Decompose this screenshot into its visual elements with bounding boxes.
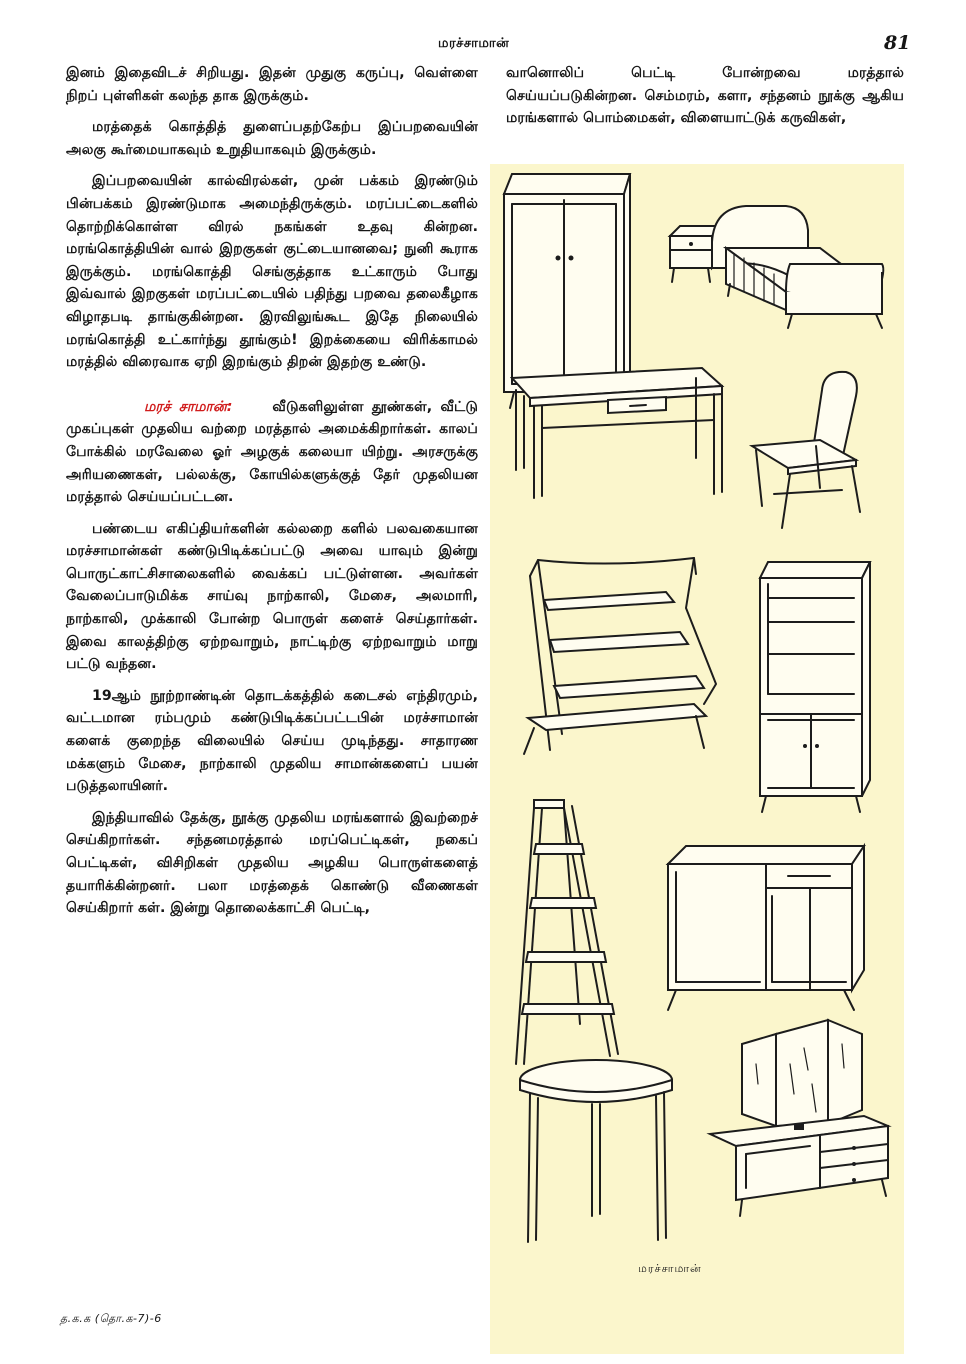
section-paragraph: [66, 396, 478, 509]
paragraph: பண்டைய எகிப்தியர்களின் கல்லறை களில் பலவகையான மரச்சாமான்கள் கண்டுபிடிக்கப்பட்டு அவை யாவும் இன்று பொருட்காட்சிசாலைகளில் வைக்கப் பட்டுள்ளன. அவர்கள் வேலைப்பாடுமிக்க சாய்வு நாற்காலி, மேசை, அலமாரி, நாற்காலி, முக்காலி போன்ற பொருள் களைச் செய்தார்கள். இவை காலத்திற்கு ஏற்றவாறும், நாட்டிற்கு ஏற்றவாறும் மாறு பட்டு வந்தன.: [66, 520, 478, 673]
paragraph: மரத்தைக் கொத்தித் துளைப்பதற்கேற்ப இப்பறவையின் அலகு கூர்மையாகவும் உறுதியாகவும் இருக்கும்.: [66, 119, 478, 158]
section-heading: மரச் சாமான்:: [144, 398, 233, 415]
running-title: மரச்சாமான்: [438, 36, 510, 51]
leaning-shelf-drawing: [524, 558, 716, 754]
dressing-table-drawing: [710, 1020, 888, 1216]
figure-caption: மரச்சாமான்: [638, 1262, 702, 1275]
right-column-text: [506, 62, 904, 130]
step-ladder-drawing: [516, 800, 618, 1064]
furniture-drawings: [490, 164, 904, 1354]
left-column: [66, 62, 478, 929]
round-table-drawing: [520, 1060, 672, 1242]
paragraph: வானொலிப் பெட்டி போன்றவை மரத்தால் செய்யப்படுகின்றன. செம்மரம், களா, சந்தனம் நூக்கு ஆகிய மரங்களால் பொம்மைகள், விளையாட்டுக் கருவிகள்,: [506, 65, 904, 127]
paragraph: இந்தியாவில் தேக்கு, நூக்கு முதலிய மரங்களால் இவற்றைச் செய்கிறார்கள். சந்தனமரத்தால் மரப்பெட்டிகள், நகைப் பெட்டிகள், விசிறிகள் முதலிய அழகிய பொருள்களைத் தயாரிக்கின்றனர். பலா மரத்தைக் கொண்டு வீணைகள் செய்கிறார் கள். இன்று தொலைக்காட்சி பெட்டி,: [66, 809, 478, 917]
paragraph: இப்பறவையின் கால்விரல்கள், முன் பக்கம் இரண்டும் பின்பக்கம் இரண்டுமாக அமைந்திருக்கும். மரப்பட்டைகளில் தொற்றிக்கொள்ள விரல் நகங்கள் உதவு கின்றன. மரங்கொத்தியின் வால் இறகுகள் குட்டையானவை; நுனி கூராக இருக்கும். மரங்கொத்தி செங்குத்தாக உட்காரும் போது இவ்வால் இறகுகள் மரப்பட்டையில் பதிந்து பறவை தலைகீழாக விழாதபடி தாங்குகின்றன. இரவிலுங்கூட இதே நிலையில் மரங்கொத்தி உட்கார்ந்து தூங்கும்! இறக்கையை விரிக்காமல் மரத்தில் விரைவாக ஏறி இறங்கும் திறன் இதற்கு உண்டு.: [66, 173, 478, 371]
bookcase-drawing: [760, 562, 870, 812]
page-header: [0, 32, 966, 56]
chair-drawing: [752, 372, 860, 528]
page-number: 81: [884, 32, 911, 54]
bed-drawing: [712, 206, 883, 328]
sideboard-drawing: [668, 846, 864, 1010]
furniture-illustration: [490, 164, 904, 1354]
paragraph: இனம் இதைவிடச் சிறியது. இதன் முதுகு கருப்பு, வெள்ளை நிறப் புள்ளிகள் கலந்த தாக இருக்கும்.: [66, 65, 478, 104]
footer-signature: த.க.க (தொ.க-7)-6: [60, 1312, 162, 1325]
paragraph: 19ஆம் நூற்றாண்டின் தொடக்கத்தில் கடைசல் எந்திரமும், வட்டமான ரம்பமும் கண்டுபிடிக்கப்பட்டபின் மரச்சாமான் களைக் குறைந்த விலையில் செய்ய முடிந்தது. சாதாரண மக்களும் மேசை, நாற்காலி முதலிய சாமான்களைப் பயன் படுத்தலாயினர்.: [66, 687, 478, 795]
section-lead-text: வீடுகளிலுள்ள: [272, 398, 364, 415]
section-body-text: தூண்கள், வீட்டு முகப்புகள் முதலிய வற்றை மரத்தால் அமைக்கிறார்கள். காலப் போக்கில் மரவேலை ஓர் அழகுக் கலையா யிற்று. அரசருக்கு அரியணைகள், பல்லக்கு, கோயில்களுக்குத் தேர் முதலியன மரத்தால் செய்யப்பட்டன.: [66, 398, 478, 506]
writing-table-drawing: [512, 368, 722, 498]
